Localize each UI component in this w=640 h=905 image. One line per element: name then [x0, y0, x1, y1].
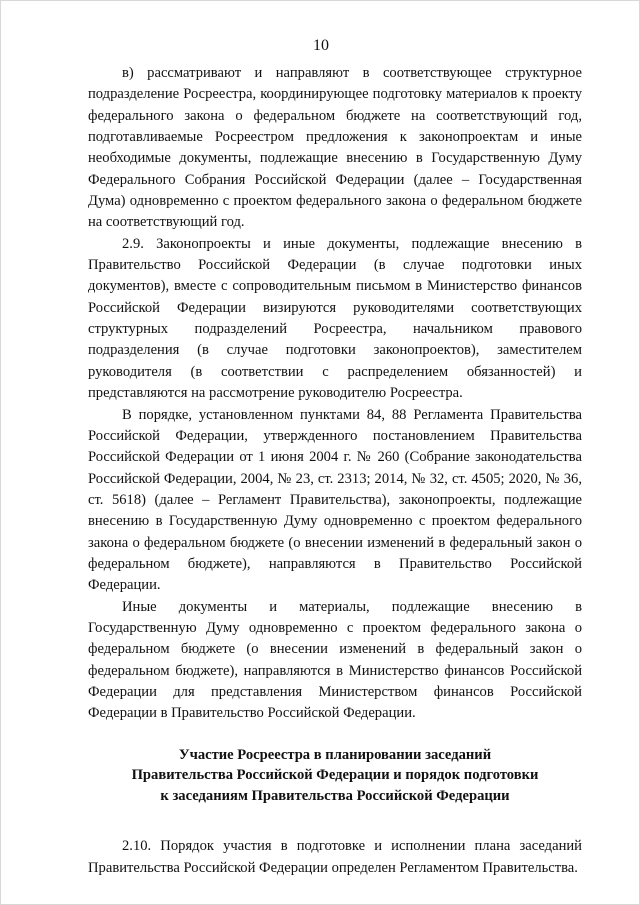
- paragraph-v-consider-and-forward: в) рассматривают и направляют в соответствующее структурное подразделение Росреестра, координирующее подготовку материалов к проекту федерального закона о федеральном бюджете на соответствующий год, подготавливаемые Росреестром предложения к законопроектам и иные необходимые документы, подлежащие внесению в Государственную Думу Федерального Собрания Российской Федерации (далее – Государственная Дума) одновременно с проектом федерального закона о федеральном бюджете на соответствующий год.: [88, 65, 582, 231]
- paragraph-other-documents: Иные документы и материалы, подлежащие внесению в Государственную Думу одновременно с проектом федерального закона о федеральном бюджете (о внесении изменений в федеральный закон о федеральном бюджете), направляются в Министерство финансов Российской Федерации для представления Министерством финансов Российской Федерации в Правительство Российской Федерации.: [88, 598, 582, 722]
- paragraph-regulation-procedure: В порядке, установленном пунктами 84, 88 Регламента Правительства Российской Федерации, утвержденного постановлением Правительства Российской Федерации от 1 июня 2004 г. № 260 (Собрание законодательства Российской Федерации, 2004, № 23, ст. 2313; 2014, № 32, ст. 4505; 2020, № 36, ст. 5618) (далее – Регламент Правительства), законопроекты, подлежащие внесению в Государственную Думу одновременно с проектом федерального закона о федеральном бюджете (о внесении изменений в федеральный закон о федеральном бюджете), направляются в Правительство Российской Федерации.: [88, 406, 582, 594]
- section-heading-line-1: Участие Росреестра в планировании заседаний: [178, 746, 492, 763]
- paragraph-2-10: 2.10. Порядок участия в подготовке и исполнении плана заседаний Правительства Российской Федерации определен Регламентом Правительства.: [88, 838, 582, 876]
- document-body: [88, 63, 582, 879]
- section-heading-line-2: Правительства Российской Федерации и порядок подготовки: [131, 767, 539, 784]
- section-heading-line-3: к заседаниям Правительства Российской Федерации: [160, 787, 510, 804]
- page-number: 10: [313, 37, 329, 54]
- section-heading: [88, 745, 582, 807]
- paragraph-2-9: 2.9. Законопроекты и иные документы, подлежащие внесению в Правительство Российской Федерации (в случае подготовки иных документов), вместе с сопроводительным письмом в Министерство финансов Российской Федерации визируются руководителями соответствующих структурных подразделений Росреестра, начальником правового подразделения (в случае подготовки законопроектов), заместителем руководителя (в соответствии с распределением обязанностей) и представляются на рассмотрение руководителю Росреестра.: [88, 235, 582, 402]
